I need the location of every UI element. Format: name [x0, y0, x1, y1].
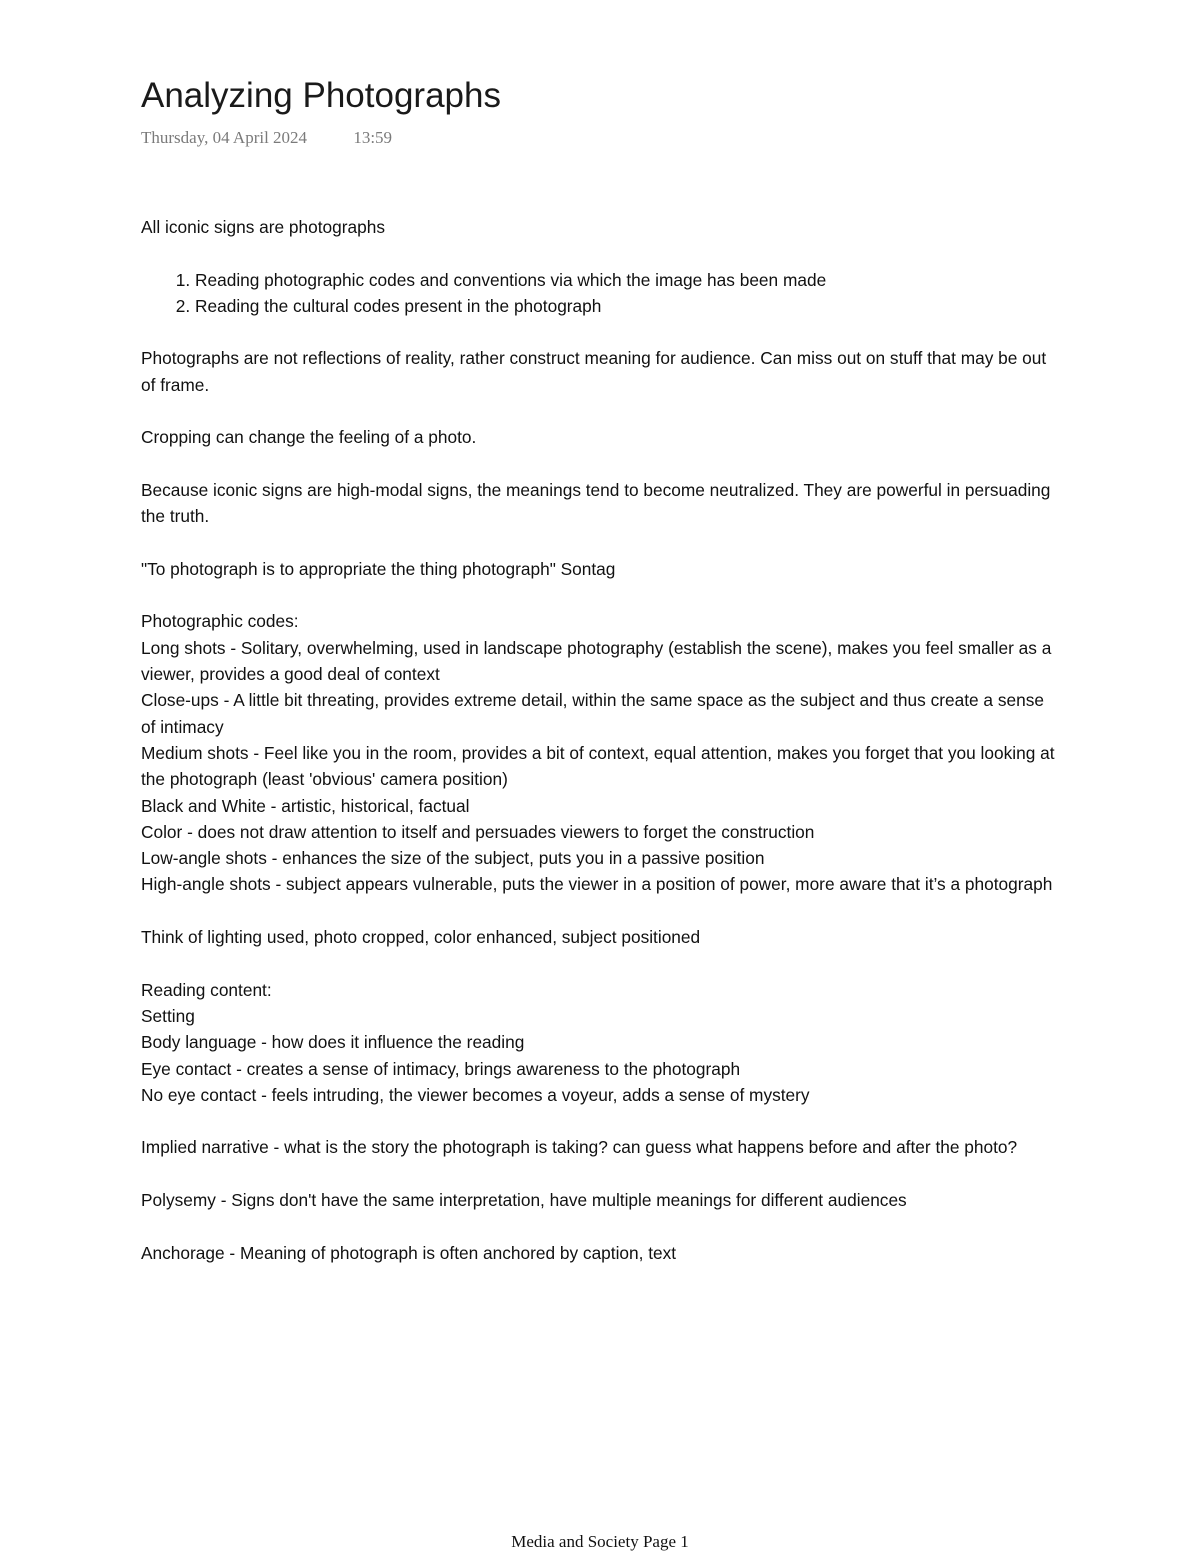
section-heading: Reading content: [141, 979, 272, 1000]
paragraph: Think of lighting used, photo cropped, color enhanced, subject positioned [141, 927, 701, 948]
content-line: No eye contact - feels intruding, the viewer becomes a voyeur, adds a sense of mystery [141, 1084, 810, 1105]
code-line: Long shots - Solitary, overwhelming, used in landscape photography (establish the scene), makes you feel smaller as a viewer, provides a good deal of context [141, 637, 1052, 685]
paragraph: Cropping can change the feeling of a photo. [141, 427, 477, 448]
page-time: 13:59 [353, 128, 393, 147]
section-heading: Photographic codes: [141, 611, 299, 632]
code-line: Close-ups - A little bit threating, provides extreme detail, within the same space as the subject and thus create a sense of intimacy [141, 690, 1044, 737]
content-line: Eye contact - creates a sense of intimacy, brings awareness to the photograph [141, 1058, 741, 1079]
code-line: Color - does not draw attention to itself and persuades viewers to forget the construction [141, 821, 815, 842]
page-date: Thursday, 04 April 2024 [141, 128, 308, 147]
paragraph: Photographs are not reflections of reality, rather construct meaning for audience. Can miss out on stuff that may be out of frame. [141, 348, 1047, 395]
paragraph: Because iconic signs are high-modal signs, the meanings tend to become neutralized. They are powerful in persuading the truth. [141, 479, 1051, 527]
content-line: Body language - how does it influence the reading [141, 1032, 525, 1053]
page-title[interactable]: Analyzing Photographs [141, 76, 501, 115]
page-timestamp [141, 128, 392, 148]
code-line: Black and White - artistic, historical, factual [141, 795, 470, 816]
paragraph: All iconic signs are photographs [141, 217, 385, 237]
note-body[interactable] [141, 214, 1061, 1292]
code-line: Low-angle shots - enhances the size of the subject, puts you in a passive position [141, 848, 765, 869]
paragraph: Polysemy - Signs don't have the same interpretation, have multiple meanings for different audiences [141, 1189, 907, 1210]
list-item: 2. Reading the cultural codes present in the photograph [195, 293, 1061, 319]
paragraph: Anchorage - Meaning of photograph is often anchored by caption, text [141, 1242, 677, 1263]
code-line: High-angle shots - subject appears vulnerable, puts the viewer in a position of power, more aware that it’s a photograph [141, 874, 1053, 895]
quote-paragraph: "To photograph is to appropriate the thing photograph" Sontag [141, 558, 616, 579]
paragraph: Implied narrative - what is the story the photograph is taking? can guess what happens before and after the photo? [141, 1137, 1018, 1158]
numbered-list [141, 267, 1061, 320]
content-line: Setting [141, 1005, 195, 1026]
list-item: 1. Reading photographic codes and conventions via which the image has been made [195, 267, 1061, 293]
code-line: Medium shots - Feel like you in the room, provides a bit of context, equal attention, makes you forget that you looking at the photograph (least 'obvious' camera position) [141, 742, 1055, 790]
page-footer: Media and Society Page 1 [511, 1532, 689, 1551]
